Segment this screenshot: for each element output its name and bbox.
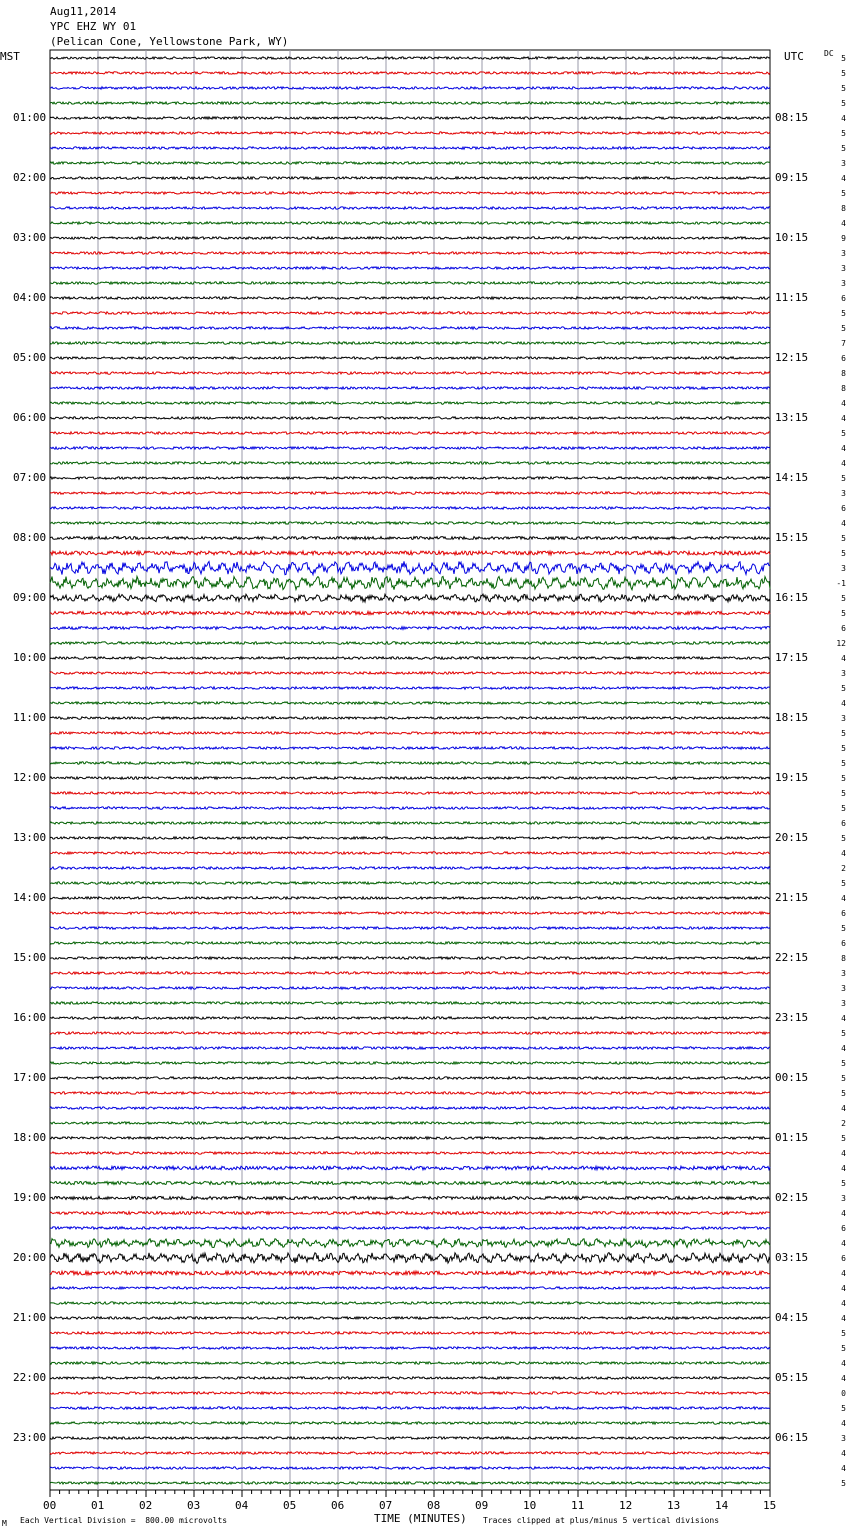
dc-offset-value: 5 — [841, 879, 846, 888]
dc-offset-value: 5 — [841, 144, 846, 153]
trace-line — [50, 462, 770, 464]
trace-line — [50, 57, 770, 59]
right-hour-label: 19:15 — [775, 771, 809, 784]
trace-line — [50, 702, 770, 704]
dc-offset-value: 5 — [841, 309, 846, 318]
trace-line — [50, 594, 770, 602]
dc-offset-value: 5 — [841, 684, 846, 693]
dc-offset-value: 4 — [841, 1164, 846, 1173]
dc-offset-value: 3 — [841, 264, 846, 273]
clip-note: Traces clipped at plus/minus 5 vertical divisions — [483, 1516, 720, 1525]
trace-line — [50, 372, 770, 374]
left-hour-label: 05:00 — [13, 351, 47, 364]
trace-line — [50, 576, 770, 589]
trace-line — [50, 792, 770, 794]
left-hour-label: 19:00 — [13, 1191, 47, 1204]
trace-line — [50, 1002, 770, 1004]
trace-line — [50, 1092, 770, 1094]
trace-line — [50, 402, 770, 404]
x-tick-label: 06 — [331, 1499, 345, 1512]
left-hour-label: 13:00 — [13, 831, 47, 844]
trace-line — [50, 1047, 770, 1049]
dc-offset-value: 12 — [836, 639, 846, 648]
dc-offset-value: 5 — [841, 69, 846, 78]
x-tick-label: 05 — [283, 1499, 297, 1512]
trace-line — [50, 1287, 770, 1289]
trace-line — [50, 132, 770, 134]
dc-offset-value: 5 — [841, 549, 846, 558]
trace-line — [50, 1302, 770, 1304]
dc-offset-value: 5 — [841, 1029, 846, 1038]
trace-line — [50, 957, 770, 959]
dc-offset-value: 8 — [841, 954, 846, 963]
right-hour-label: 14:15 — [775, 471, 809, 484]
x-tick-label: 11 — [571, 1499, 585, 1512]
x-tick-label: 09 — [475, 1499, 489, 1512]
left-hour-label: 21:00 — [13, 1311, 47, 1324]
left-hour-label: 23:00 — [13, 1431, 47, 1444]
trace-line — [50, 897, 770, 899]
trace-line — [50, 1347, 770, 1349]
dc-offset-value: 4 — [841, 1209, 846, 1218]
trace-line — [50, 417, 770, 419]
dc-offset-value: 5 — [841, 1479, 846, 1488]
dc-offset-value: 5 — [841, 474, 846, 483]
right-hour-label: 23:15 — [775, 1011, 809, 1024]
dc-offset-value: 5 — [841, 1344, 846, 1353]
trace-line — [50, 1152, 770, 1154]
dc-offset-value: 6 — [841, 354, 846, 363]
x-tick-label: 07 — [379, 1499, 393, 1512]
dc-offset-value: 5 — [841, 1059, 846, 1068]
dc-label: DC — [824, 49, 834, 58]
right-timezone: UTC — [784, 50, 804, 63]
x-tick-label: 03 — [187, 1499, 201, 1512]
dc-offset-value: 4 — [841, 654, 846, 663]
dc-offset-value: 5 — [841, 1329, 846, 1338]
trace-line — [50, 237, 770, 239]
dc-offset-value: 3 — [841, 564, 846, 573]
trace-line — [50, 1137, 770, 1139]
dc-offset-value: 3 — [841, 249, 846, 258]
dc-offset-value: 4 — [841, 219, 846, 228]
trace-line — [50, 1077, 770, 1079]
left-hour-label: 09:00 — [13, 591, 47, 604]
left-hour-label: 04:00 — [13, 291, 47, 304]
trace-line — [50, 447, 770, 449]
dc-offset-value: 6 — [841, 819, 846, 828]
trace-line — [50, 312, 770, 314]
dc-offset-value: 3 — [841, 999, 846, 1008]
trace-line — [50, 72, 770, 74]
x-axis-label: TIME (MINUTES) — [374, 1512, 467, 1525]
trace-line — [50, 687, 770, 689]
trace-line — [50, 1437, 770, 1439]
dc-offset-value: 5 — [841, 744, 846, 753]
dc-offset-value: 5 — [841, 1134, 846, 1143]
trace-line — [50, 1032, 770, 1034]
dc-offset-value: 8 — [841, 384, 846, 393]
left-hour-label: 07:00 — [13, 471, 47, 484]
dc-offset-value: 3 — [841, 669, 846, 678]
right-hour-label: 03:15 — [775, 1251, 809, 1264]
x-tick-label: 01 — [91, 1499, 105, 1512]
dc-offset-value: 0 — [841, 1389, 846, 1398]
trace-line — [50, 432, 770, 434]
trace-line — [50, 1467, 770, 1469]
dc-offset-value: 4 — [841, 1149, 846, 1158]
dc-offset-value: 3 — [841, 159, 846, 168]
dc-offset-value: -1 — [836, 579, 846, 588]
left-hour-label: 14:00 — [13, 891, 47, 904]
right-hour-label: 16:15 — [775, 591, 809, 604]
trace-line — [50, 327, 770, 329]
right-hour-label: 21:15 — [775, 891, 809, 904]
trace-line — [50, 1212, 770, 1215]
dc-offset-value: 5 — [841, 54, 846, 63]
dc-offset-value: 4 — [841, 399, 846, 408]
trace-line — [50, 777, 770, 779]
trace-line — [50, 117, 770, 119]
dc-offset-value: 6 — [841, 939, 846, 948]
dc-offset-value: 3 — [841, 489, 846, 498]
trace-line — [50, 1392, 770, 1394]
header-location: (Pelican Cone, Yellowstone Park, WY) — [50, 35, 289, 48]
dc-offset-value: 6 — [841, 909, 846, 918]
x-tick-label: 02 — [139, 1499, 153, 1512]
dc-offset-value: 5 — [841, 834, 846, 843]
dc-offset-value: 4 — [841, 519, 846, 528]
trace-line — [50, 912, 770, 914]
dc-offset-value: 5 — [841, 1179, 846, 1188]
right-hour-label: 12:15 — [775, 351, 809, 364]
scale-note: Each Vertical Division = 800.00 microvolts — [20, 1516, 228, 1525]
dc-offset-value: 4 — [841, 1104, 846, 1113]
dc-offset-value: 5 — [841, 1074, 846, 1083]
trace-line — [50, 1239, 770, 1248]
dc-offset-value: 4 — [841, 1374, 846, 1383]
right-hour-label: 09:15 — [775, 171, 809, 184]
dc-offset-value: 5 — [841, 1089, 846, 1098]
x-tick-label: 12 — [619, 1499, 633, 1512]
trace-line — [50, 1317, 770, 1319]
trace-line — [50, 657, 770, 659]
trace-line — [50, 1227, 770, 1230]
trace-line — [50, 672, 770, 674]
dc-offset-value: 4 — [841, 1269, 846, 1278]
dc-offset-value: 3 — [841, 1194, 846, 1203]
left-hour-label: 15:00 — [13, 951, 47, 964]
trace-line — [50, 732, 770, 734]
dc-offset-value: 2 — [841, 1119, 846, 1128]
x-tick-label: 00 — [43, 1499, 57, 1512]
dc-offset-value: 4 — [841, 444, 846, 453]
dc-offset-value: 5 — [841, 429, 846, 438]
trace-line — [50, 1253, 770, 1264]
trace-line — [50, 252, 770, 254]
dc-offset-value: 5 — [841, 99, 846, 108]
right-hour-label: 04:15 — [775, 1311, 809, 1324]
dc-offset-value: 5 — [841, 534, 846, 543]
dc-offset-value: 6 — [841, 294, 846, 303]
right-hour-label: 08:15 — [775, 111, 809, 124]
x-tick-label: 15 — [763, 1499, 777, 1512]
trace-line — [50, 1332, 770, 1334]
trace-line — [50, 747, 770, 749]
trace-line — [50, 87, 770, 89]
dc-offset-value: 9 — [841, 234, 846, 243]
dc-offset-value: 3 — [841, 984, 846, 993]
trace-line — [50, 537, 770, 540]
x-tick-label: 04 — [235, 1499, 249, 1512]
left-hour-label: 08:00 — [13, 531, 47, 544]
dc-offset-value: 5 — [841, 924, 846, 933]
left-hour-label: 16:00 — [13, 1011, 47, 1024]
dc-offset-value: 5 — [841, 189, 846, 198]
left-timezone: MST — [0, 50, 20, 63]
trace-line — [50, 1122, 770, 1124]
trace-line — [50, 762, 770, 764]
dc-offset-value: 4 — [841, 894, 846, 903]
left-hour-label: 18:00 — [13, 1131, 47, 1144]
left-hour-label: 06:00 — [13, 411, 47, 424]
header-station: YPC EHZ WY 01 — [50, 20, 137, 33]
trace-line — [50, 972, 770, 974]
trace-line — [50, 207, 770, 209]
left-hour-label: 01:00 — [13, 111, 47, 124]
dc-offset-value: 3 — [841, 714, 846, 723]
dc-offset-value: 4 — [841, 1239, 846, 1248]
trace-line — [50, 927, 770, 929]
dc-offset-value: 5 — [841, 84, 846, 93]
dc-offset-value: 4 — [841, 1314, 846, 1323]
corner-mark: M — [2, 1519, 7, 1528]
dc-offset-value: 4 — [841, 1359, 846, 1368]
dc-offset-value: 4 — [841, 1464, 846, 1473]
trace-line — [50, 1062, 770, 1064]
dc-offset-value: 5 — [841, 609, 846, 618]
trace-line — [50, 1422, 770, 1424]
dc-offset-value: 4 — [841, 1044, 846, 1053]
dc-offset-value: 7 — [841, 339, 846, 348]
right-hour-label: 06:15 — [775, 1431, 809, 1444]
x-tick-label: 13 — [667, 1499, 681, 1512]
x-tick-label: 14 — [715, 1499, 729, 1512]
dc-offset-value: 4 — [841, 1449, 846, 1458]
right-hour-label: 01:15 — [775, 1131, 809, 1144]
trace-line — [50, 882, 770, 884]
dc-offset-value: 3 — [841, 279, 846, 288]
trace-line — [50, 177, 770, 179]
dc-offset-value: 4 — [841, 699, 846, 708]
dc-offset-value: 2 — [841, 864, 846, 873]
dc-offset-value: 4 — [841, 174, 846, 183]
trace-line — [50, 522, 770, 524]
left-hour-label: 12:00 — [13, 771, 47, 784]
trace-line — [50, 477, 770, 479]
dc-offset-value: 4 — [841, 414, 846, 423]
dc-offset-value: 5 — [841, 774, 846, 783]
trace-line — [50, 162, 770, 164]
trace-line — [50, 102, 770, 104]
right-hour-label: 20:15 — [775, 831, 809, 844]
dc-offset-value: 6 — [841, 624, 846, 633]
dc-offset-value: 4 — [841, 1419, 846, 1428]
trace-line — [50, 852, 770, 854]
trace-line — [50, 1482, 770, 1484]
dc-offset-value: 5 — [841, 789, 846, 798]
header-date: Aug11,2014 — [50, 5, 117, 18]
right-hour-label: 05:15 — [775, 1371, 809, 1384]
dc-offset-value: 6 — [841, 1224, 846, 1233]
trace-line — [50, 147, 770, 149]
x-tick-label: 10 — [523, 1499, 537, 1512]
trace-line — [50, 1107, 770, 1109]
right-hour-label: 17:15 — [775, 651, 809, 664]
trace-line — [50, 1017, 770, 1019]
trace-line — [50, 492, 770, 494]
trace-line — [50, 942, 770, 944]
trace-line — [50, 1452, 770, 1454]
dc-offset-value: 8 — [841, 369, 846, 378]
trace-line — [50, 387, 770, 389]
trace-line — [50, 357, 770, 359]
dc-offset-value: 5 — [841, 324, 846, 333]
dc-offset-value: 5 — [841, 759, 846, 768]
left-hour-label: 17:00 — [13, 1071, 47, 1084]
trace-line — [50, 837, 770, 839]
dc-offset-value: 8 — [841, 204, 846, 213]
trace-line — [50, 1271, 770, 1275]
trace-line — [50, 267, 770, 269]
trace-line — [50, 822, 770, 824]
trace-line — [50, 1377, 770, 1379]
right-hour-label: 15:15 — [775, 531, 809, 544]
trace-line — [50, 627, 770, 630]
trace-line — [50, 1181, 770, 1184]
dc-offset-value: 5 — [841, 129, 846, 138]
trace-line — [50, 867, 770, 869]
right-hour-label: 02:15 — [775, 1191, 809, 1204]
trace-line — [50, 1166, 770, 1170]
trace-line — [50, 1407, 770, 1409]
left-hour-label: 20:00 — [13, 1251, 47, 1264]
dc-offset-value: 3 — [841, 969, 846, 978]
trace-line — [50, 342, 770, 344]
trace-line — [50, 507, 770, 509]
left-hour-label: 11:00 — [13, 711, 47, 724]
dc-offset-value: 5 — [841, 594, 846, 603]
trace-line — [50, 717, 770, 719]
dc-offset-value: 5 — [841, 729, 846, 738]
left-hour-label: 02:00 — [13, 171, 47, 184]
trace-line — [50, 642, 770, 645]
right-hour-label: 11:15 — [775, 291, 809, 304]
dc-offset-value: 6 — [841, 1254, 846, 1263]
dc-offset-value: 4 — [841, 459, 846, 468]
left-hour-label: 22:00 — [13, 1371, 47, 1384]
right-hour-label: 22:15 — [775, 951, 809, 964]
trace-line — [50, 192, 770, 194]
dc-offset-value: 4 — [841, 114, 846, 123]
dc-offset-value: 4 — [841, 1284, 846, 1293]
left-hour-label: 10:00 — [13, 651, 47, 664]
dc-offset-value: 3 — [841, 1434, 846, 1443]
trace-line — [50, 1196, 770, 1199]
dc-offset-value: 5 — [841, 804, 846, 813]
trace-line — [50, 561, 770, 574]
left-hour-label: 03:00 — [13, 231, 47, 244]
right-hour-label: 18:15 — [775, 711, 809, 724]
dc-offset-value: 4 — [841, 849, 846, 858]
trace-line — [50, 551, 770, 555]
trace-line — [50, 807, 770, 809]
right-hour-label: 00:15 — [775, 1071, 809, 1084]
right-hour-label: 10:15 — [775, 231, 809, 244]
dc-offset-value: 5 — [841, 1404, 846, 1413]
dc-offset-value: 4 — [841, 1299, 846, 1308]
dc-offset-value: 6 — [841, 504, 846, 513]
x-tick-label: 08 — [427, 1499, 441, 1512]
trace-line — [50, 611, 770, 614]
dc-offset-value: 4 — [841, 1014, 846, 1023]
trace-line — [50, 1362, 770, 1364]
trace-line — [50, 987, 770, 989]
trace-line — [50, 282, 770, 284]
trace-line — [50, 297, 770, 299]
right-hour-label: 13:15 — [775, 411, 809, 424]
trace-line — [50, 222, 770, 224]
